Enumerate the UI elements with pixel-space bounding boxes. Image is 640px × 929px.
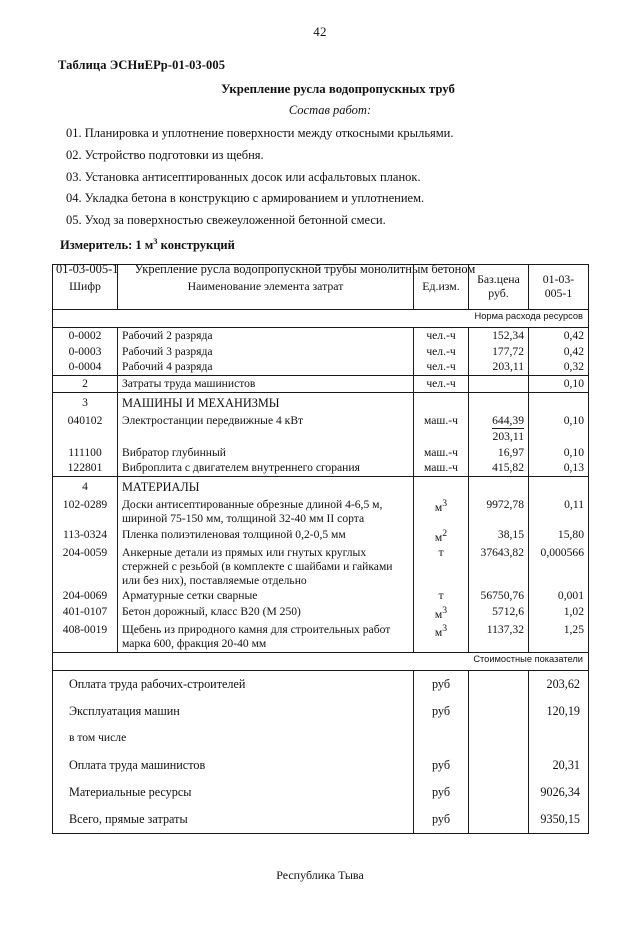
cell-unit: [414, 497, 469, 526]
total-unit: руб: [414, 670, 469, 698]
cell-unit: [414, 604, 469, 623]
table-row: [53, 497, 589, 526]
totals-row: [53, 806, 589, 834]
cell-name: Пленка полиэтиленовая толщиной 0,2-0,5 мм: [118, 527, 414, 546]
cell-name: МАШИНЫ И МЕХАНИЗМЫ: [118, 392, 414, 413]
table-row: [53, 527, 589, 546]
banner-row-resources: [53, 310, 589, 328]
table-code-heading: Таблица ЭСНиЕРр-01-03-005: [58, 58, 226, 72]
table-row: [53, 588, 589, 604]
total-unit: [414, 725, 469, 752]
total-label: в том числе: [53, 725, 414, 752]
table-group-row-machines: [53, 392, 589, 413]
cell-unit: маш.-ч: [414, 413, 469, 444]
cell-price: 415,82: [469, 460, 529, 476]
cell-code: 102-0289: [53, 497, 118, 526]
cell-value: 0,32: [529, 359, 589, 375]
column-header-unit: Ед.изм.: [414, 265, 469, 310]
works-list: [0, 127, 640, 228]
total-value: 9350,15: [529, 806, 589, 834]
cell-unit: т: [414, 545, 469, 588]
table-row: [53, 445, 589, 461]
total-price: [469, 779, 529, 806]
table-row: [53, 622, 589, 652]
cell-code: 113-0324: [53, 527, 118, 546]
cell-value: 15,80: [529, 527, 589, 546]
sub-code-number: 01-03-005-1: [56, 261, 119, 276]
column-header-name: Наименование элемента затрат: [118, 265, 414, 310]
unit-text: м: [434, 607, 443, 621]
cell-unit: [414, 392, 469, 413]
total-value: [529, 725, 589, 752]
cell-name: Щебень из природного камня для строительных работ марка 600, фракция 20-40 мм: [118, 622, 414, 652]
cell-name: Электростанции передвижные 4 кВт: [118, 413, 414, 444]
cell-price-fraction: [469, 413, 529, 444]
column-header-code: Шифр: [53, 265, 118, 310]
total-unit: руб: [414, 698, 469, 725]
unit-superscript: 3: [442, 604, 448, 616]
totals-row: [53, 698, 589, 725]
work-list-item: 02. Устройство подготовки из щебня.: [66, 147, 264, 162]
cell-code: 0-0004: [53, 359, 118, 375]
cell-price: 9972,78: [469, 497, 529, 526]
table-row: [53, 376, 589, 393]
cell-value: 0,11: [529, 497, 589, 526]
works-composition-label: Состав работ:: [288, 103, 372, 117]
cell-name: Вибратор глубинный: [118, 445, 414, 461]
column-header-price-line2: руб.: [488, 286, 509, 300]
cell-value: 0,42: [529, 328, 589, 344]
cell-price: 38,15: [469, 527, 529, 546]
unit-superscript: 2: [442, 527, 448, 539]
cell-value: 0,10: [529, 413, 589, 444]
cell-code: 111100: [53, 445, 118, 461]
unit-text: м: [434, 626, 443, 640]
total-label: Всего, прямые затраты: [53, 806, 414, 834]
unit-superscript: 3: [442, 498, 448, 510]
cell-code: 3: [53, 392, 118, 413]
cell-code: 204-0059: [53, 545, 118, 588]
totals-row: [53, 779, 589, 806]
total-label: Материальные ресурсы: [53, 779, 414, 806]
cell-value: 0,10: [529, 445, 589, 461]
cell-code: 2: [53, 376, 118, 393]
cell-price: 203,11: [469, 359, 529, 375]
cell-value: 1,25: [529, 622, 589, 652]
column-header-value: 01-03-005-1: [529, 265, 589, 310]
work-list-item: 01. Планировка и уплотнение поверхности между откосными крыльями.: [66, 126, 454, 140]
total-label: Оплата труда рабочих-строителей: [53, 670, 414, 698]
sub-code-title: Укрепление русла водопропускной трубы монолитным бетоном: [134, 261, 476, 276]
total-label: Эксплуатация машин: [53, 698, 414, 725]
cell-code: 204-0069: [53, 588, 118, 604]
banner-cost-label: Стоимостные показатели: [53, 652, 589, 670]
table-row: [53, 460, 589, 476]
cell-value: 1,02: [529, 604, 589, 623]
cell-name: Виброплита с двигателем внутреннего сгорания: [118, 460, 414, 476]
total-price: [469, 806, 529, 834]
cell-value: 0,000566: [529, 545, 589, 588]
measure-unit-label: [60, 236, 640, 253]
cell-price: [469, 476, 529, 497]
cell-name: Рабочий 4 разряда: [118, 359, 414, 375]
cell-value: 0,001: [529, 588, 589, 604]
table-header-row: [53, 265, 589, 310]
total-unit: руб: [414, 806, 469, 834]
cell-name: Доски антисептированные обрезные длиной 4-6,5 м, шириной 75-150 мм, толщиной 32-40 мм II сорта: [118, 497, 414, 526]
total-unit: руб: [414, 752, 469, 779]
cell-price: 56750,76: [469, 588, 529, 604]
total-price: [469, 698, 529, 725]
measure-prefix: Измеритель: 1 м: [60, 237, 154, 252]
cell-price: [469, 376, 529, 393]
cell-unit: чел.-ч: [414, 328, 469, 344]
measure-superscript: 3: [153, 235, 158, 246]
work-list-item: 03. Установка антисептированных досок или асфальтовых планок.: [66, 169, 421, 184]
total-price: [469, 670, 529, 698]
cell-unit: [414, 476, 469, 497]
footer-region-name: Республика Тыва: [276, 868, 364, 882]
banner-row-cost: [53, 652, 589, 670]
cell-price: 37643,82: [469, 545, 529, 588]
totals-row: [53, 752, 589, 779]
measure-suffix: конструкций: [157, 237, 235, 252]
cell-unit: чел.-ч: [414, 344, 469, 360]
cell-unit: [414, 622, 469, 652]
cell-price: 177,72: [469, 344, 529, 360]
table-row: [53, 545, 589, 588]
document-title: Укрепление русла водопропускных труб: [221, 82, 455, 96]
cell-price: 1137,32: [469, 622, 529, 652]
cell-price: 5712,6: [469, 604, 529, 623]
cell-name: Рабочий 3 разряда: [118, 344, 414, 360]
cell-name: Рабочий 2 разряда: [118, 328, 414, 344]
price-denominator: 203,11: [492, 429, 524, 443]
table-row: [53, 604, 589, 623]
cell-value: [529, 392, 589, 413]
cell-price: [469, 392, 529, 413]
total-value: 9026,34: [529, 779, 589, 806]
total-value: 20,31: [529, 752, 589, 779]
table-row: [53, 344, 589, 360]
total-unit: руб: [414, 779, 469, 806]
cell-name: Арматурные сетки сварные: [118, 588, 414, 604]
cell-name: Бетон дорожный, класс В20 (М 250): [118, 604, 414, 623]
column-header-price: [469, 265, 529, 310]
cell-code: 401-0107: [53, 604, 118, 623]
cell-code: 0-0003: [53, 344, 118, 360]
cell-value: 0,42: [529, 344, 589, 360]
cell-name: Затраты труда машинистов: [118, 376, 414, 393]
table-row: [53, 359, 589, 375]
unit-text: м: [434, 530, 443, 544]
totals-row: [53, 670, 589, 698]
cell-unit: [414, 527, 469, 546]
work-list-item: 04. Укладка бетона в конструкцию с армированием и уплотнением.: [66, 191, 425, 206]
cell-name: МАТЕРИАЛЫ: [118, 476, 414, 497]
cell-unit: чел.-ч: [414, 376, 469, 393]
total-value: 203,62: [529, 670, 589, 698]
table-row: [53, 328, 589, 344]
total-price: [469, 725, 529, 752]
cell-value: 0,10: [529, 376, 589, 393]
price-numerator: 644,39: [492, 414, 524, 428]
cell-price: 152,34: [469, 328, 529, 344]
totals-row: [53, 725, 589, 752]
cell-code: 408-0019: [53, 622, 118, 652]
banner-resources-label: Норма расхода ресурсов: [53, 310, 589, 328]
cell-code: 040102: [53, 413, 118, 444]
total-price: [469, 752, 529, 779]
table-group-row-materials: [53, 476, 589, 497]
price-fraction: [492, 414, 524, 443]
cell-code: 122801: [53, 460, 118, 476]
cell-unit: т: [414, 588, 469, 604]
cell-code: 0-0002: [53, 328, 118, 344]
cell-unit: маш.-ч: [414, 445, 469, 461]
total-label: Оплата труда машинистов: [53, 752, 414, 779]
document-page: [0, 24, 640, 929]
rates-table: [52, 261, 589, 834]
column-header-price-line1: Баз.цена: [477, 272, 520, 287]
total-value: 120,19: [529, 698, 589, 725]
table-row: [53, 413, 589, 444]
unit-superscript: 3: [442, 623, 448, 635]
cell-code: 4: [53, 476, 118, 497]
work-list-item: 05. Уход за поверхностью свежеуложенной бетонной смеси.: [66, 213, 386, 227]
page-number: 42: [313, 24, 327, 39]
cell-unit: чел.-ч: [414, 359, 469, 375]
cell-price: 16,97: [469, 445, 529, 461]
cell-value: [529, 476, 589, 497]
cell-value: 0,13: [529, 460, 589, 476]
unit-text: м: [434, 501, 443, 515]
cell-name: Анкерные детали из прямых или гнутых круглых стержней с резьбой (в комплекте с шайбами и гайками или без них), поставляемые отдельно: [118, 545, 414, 588]
cell-unit: маш.-ч: [414, 460, 469, 476]
